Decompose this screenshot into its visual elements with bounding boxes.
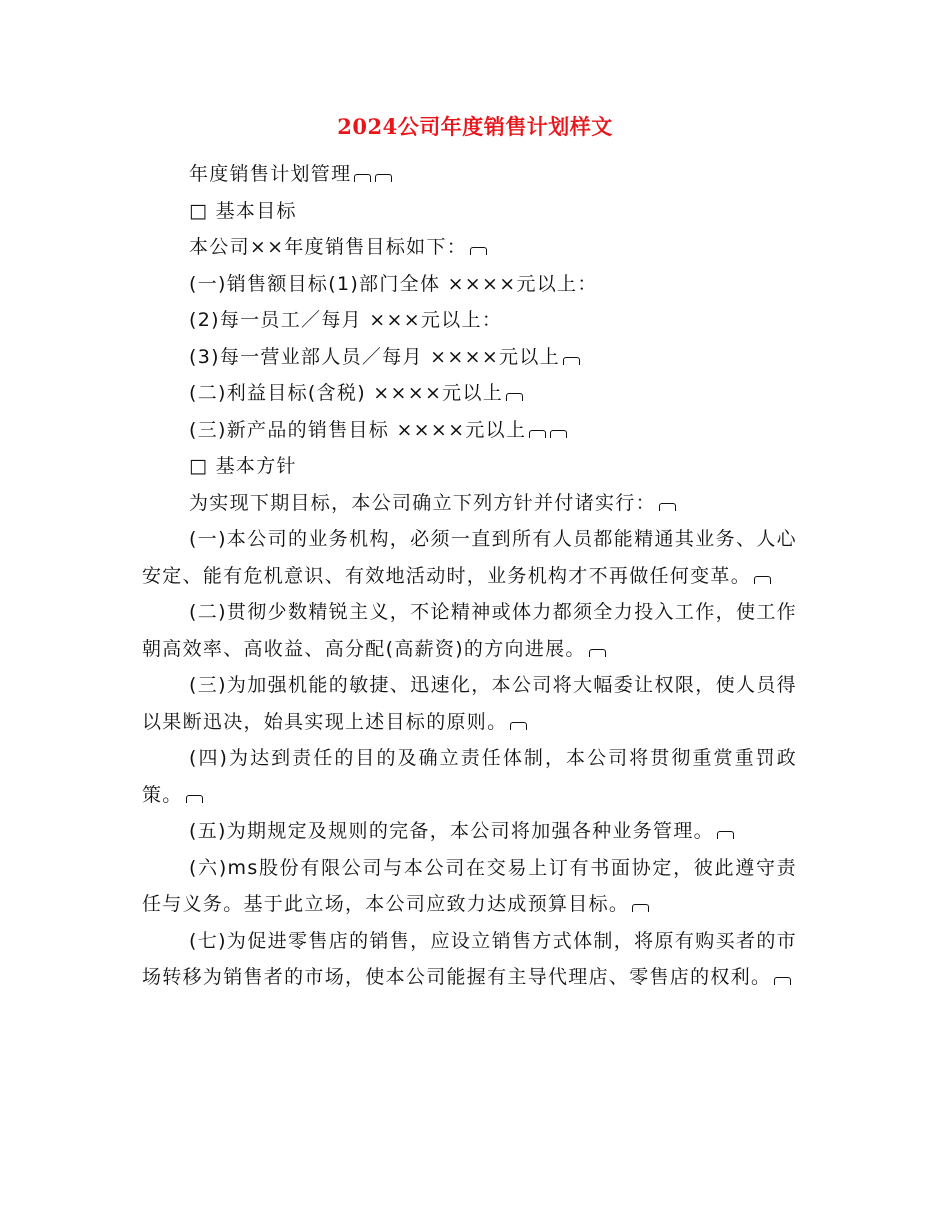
paragraph: [142, 266, 797, 303]
paragraph-text: (二)贯彻少数精锐主义，不论精神或体力都须全力投入工作，使工作朝高效率、高收益、高分配(高薪资)的方向进展。: [142, 601, 797, 660]
paragraph-text: □ 基本目标: [189, 199, 297, 222]
paragraph: [142, 521, 797, 594]
paragraph-mark-icon: [589, 649, 606, 657]
paragraph-text: (二)利益目标(含税) ××××元以上: [189, 382, 504, 404]
paragraph-text: (三)新产品的销售目标 ××××元以上: [189, 418, 527, 441]
paragraph: [142, 156, 797, 193]
paragraph-text: (2)每一员工／每月 ×××元以上：: [189, 309, 503, 331]
paragraph-text: 为实现下期目标，本公司确立下列方针并付诸实行：: [189, 491, 656, 514]
paragraph: [142, 339, 797, 376]
paragraph-mark-icon: [354, 174, 371, 182]
paragraph: [142, 813, 797, 850]
paragraph-mark-icon: [186, 795, 203, 803]
paragraph-mark-icon: [659, 503, 676, 511]
paragraph: [142, 485, 797, 522]
paragraph-mark-icon: [563, 357, 580, 365]
paragraph: [142, 740, 797, 813]
paragraph: [142, 193, 797, 230]
paragraph: [142, 667, 797, 740]
paragraph: [142, 923, 797, 996]
paragraph-mark-icon: [375, 174, 392, 182]
paragraph: [142, 412, 797, 449]
paragraph-mark-icon: [754, 576, 771, 584]
document-body: [142, 156, 797, 996]
paragraph-mark-icon: [529, 430, 546, 438]
paragraph-text: □ 基本方针: [189, 455, 297, 477]
paragraph: [142, 850, 797, 923]
paragraph-text: (六)ms股份有限公司与本公司在交易上订有书面协定，彼此遵守责任与义务。基于此立场，本公司应致力达成预算目标。: [142, 856, 797, 915]
paragraph-mark-icon: [550, 430, 567, 438]
paragraph: [142, 448, 797, 485]
paragraph-text: 本公司××年度销售目标如下：: [189, 236, 468, 258]
paragraph-mark-icon: [510, 722, 527, 730]
paragraph-text: (一)本公司的业务机构，必须一直到所有人员都能精通其业务、人心安定、能有危机意识、有效地活动时，业务机构才不再做任何变革。: [142, 528, 797, 587]
paragraph-mark-icon: [717, 831, 734, 839]
paragraph: [142, 229, 797, 266]
paragraph-text: (七)为促进零售店的销售，应设立销售方式体制，将原有购买者的市场转移为销售者的市场，使本公司能握有主导代理店、零售店的权利。: [142, 929, 797, 988]
paragraph: [142, 375, 797, 412]
paragraph-text: 年度销售计划管理: [189, 163, 352, 185]
paragraph: [142, 594, 797, 667]
paragraph-text: (3)每一营业部人员／每月 ××××元以上: [189, 345, 560, 368]
document-title: 2024公司年度销售计划样文: [337, 114, 613, 139]
paragraph: [142, 302, 797, 339]
paragraph-mark-icon: [632, 904, 649, 912]
paragraph-mark-icon: [774, 977, 791, 985]
paragraph-text: (三)为加强机能的敏捷、迅速化，本公司将大幅委让权限，使人员得以果断迅决，始具实现上述目标的原则。: [142, 674, 797, 733]
paragraph-text: (五)为期规定及规则的完备，本公司将加强各种业务管理。: [189, 820, 714, 842]
paragraph-text: (一)销售额目标(1)部门全体 ××××元以上：: [189, 272, 598, 295]
paragraph-mark-icon: [470, 247, 487, 255]
paragraph-text: (四)为达到责任的目的及确立责任体制，本公司将贯彻重赏重罚政策。: [142, 747, 797, 806]
paragraph-mark-icon: [506, 393, 523, 401]
